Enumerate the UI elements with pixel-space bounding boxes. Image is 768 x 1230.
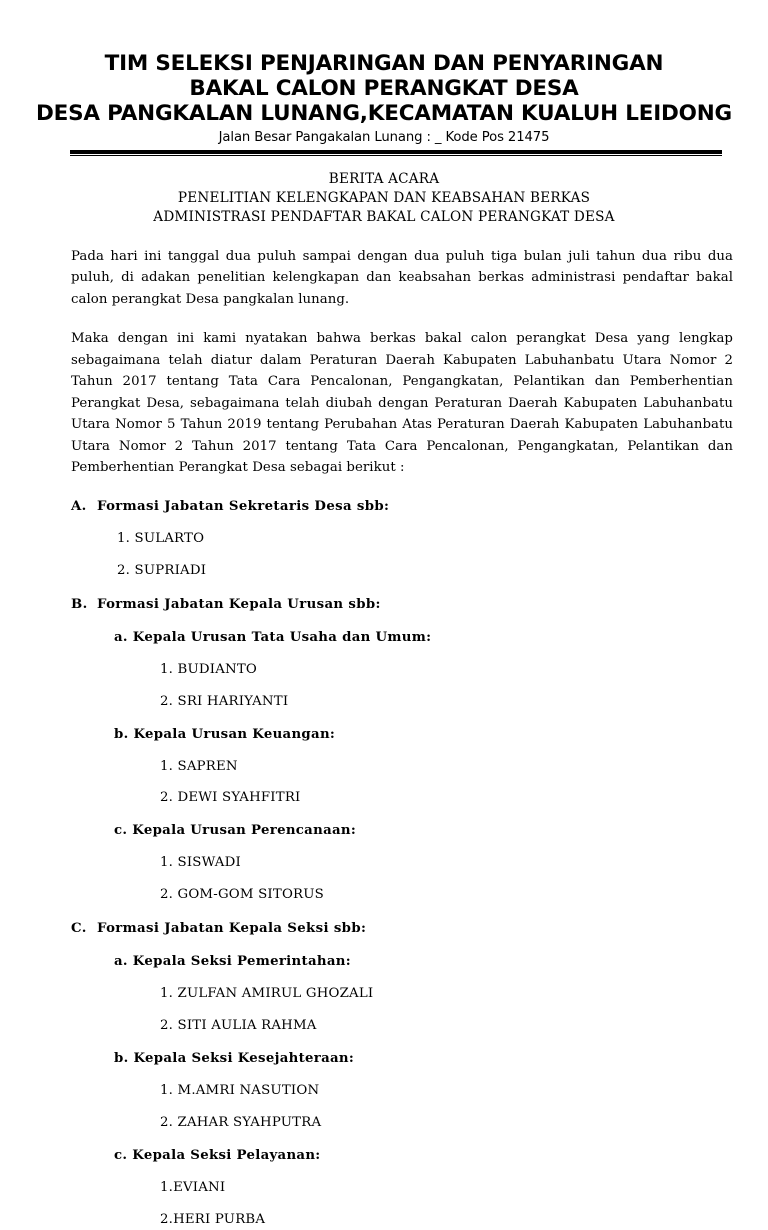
candidate-name: 2. SUPRIADI [117, 562, 207, 578]
subsection-heading: c. Kepala Seksi Pelayanan: [114, 1147, 321, 1163]
org-name-line-3: DESA PANGKALAN LUNANG,KECAMATAN KUALUH LEIDONG [36, 100, 732, 126]
document-title-line-3: ADMINISTRASI PENDAFTAR BAKAL CALON PERANGKAT DESA [153, 209, 615, 226]
candidate-name: 2. SRI HARIYANTI [160, 693, 289, 709]
section-heading [71, 497, 733, 517]
section-title: Formasi Jabatan Kepala Seksi sbb: [97, 921, 367, 937]
formation-sections [71, 497, 733, 1230]
candidate-name: 1. SISWADI [160, 855, 241, 871]
org-address: Jalan Besar Pangakalan Lunang : _ Kode Pos 21475 [218, 129, 550, 145]
subsection-heading: c. Kepala Urusan Perencanaan: [114, 823, 357, 839]
section-heading [71, 919, 733, 939]
candidate-name: 1. ZULFAN AMIRUL GHOZALI [160, 986, 374, 1002]
letterhead-divider [0, 150, 768, 156]
candidate-name: 1.EVIANI [160, 1179, 226, 1195]
document-title [0, 170, 768, 228]
candidate-name: 2. ZAHAR SYAHPUTRA [160, 1114, 322, 1130]
subsection-heading: a. Kepala Urusan Tata Usaha dan Umum: [114, 629, 432, 645]
paragraph-opening: Pada hari ini tanggal dua puluh sampai dengan dua puluh tiga bulan juli tahun dua ribu dua puluh, di adakan penelitian kelengkapan dan keabsahan berkas administrasi pendaftar bakal calon perangkat Desa pangkalan lunang. [71, 248, 733, 307]
section-marker: C. [71, 921, 87, 937]
section-marker: B. [71, 596, 88, 612]
org-name-line-1: TIM SELEKSI PENJARINGAN DAN PENYARINGAN [104, 51, 664, 76]
candidate-name: 2. SITI AULIA RAHMA [160, 1018, 317, 1034]
subsection-heading: a. Kepala Seksi Pemerintahan: [114, 954, 351, 970]
candidate-name: 1. BUDIANTO [160, 661, 258, 677]
candidate-name: 1. M.AMRI NASUTION [160, 1082, 320, 1098]
section-title: Formasi Jabatan Kepala Urusan sbb: [97, 596, 381, 612]
subsection-heading: b. Kepala Urusan Keuangan: [114, 726, 336, 742]
document-title-line-2: PENELITIAN KELENGKAPAN DAN KEABSAHAN BERKAS [177, 190, 591, 207]
divider-rule-thin [70, 155, 722, 156]
candidate-name: 2.HERI PURBA [160, 1211, 266, 1227]
section-heading [71, 595, 733, 615]
document-body [0, 246, 768, 1230]
divider-rule-thick [70, 150, 722, 154]
paragraph-legal-basis: Maka dengan ini kami nyatakan bahwa berkas bakal calon perangkat Desa yang lengkap sebagaimana telah diatur dalam Peraturan Daerah Kabupaten Labuhanbatu Utara Nomor 2 Tahun 2017 tentang Tata Cara Pencalonan, Pengangkatan, Pelantikan dan Pemberhentian Perangkat Desa, sebagaimana telah diubah dengan Peraturan Daerah Kabupaten Labuhanbatu Utara Nomor 5 Tahun 2019 tentang Perubahan Atas Peraturan Daerah Kabupaten Labuhanbatu Utara Nomor 2 Tahun 2017 tentang Tata Cara Pencalonan, Pengangkatan, Pelantikan dan Pemberhentian Perangkat Desa sebagai berikut : [71, 331, 733, 476]
org-name-line-2: BAKAL CALON PERANGKAT DESA [189, 75, 579, 101]
candidate-name: 1. SULARTO [117, 530, 205, 546]
section-title: Formasi Jabatan Sekretaris Desa sbb: [97, 499, 390, 515]
document-title-line-1: BERITA ACARA [328, 170, 440, 187]
letterhead [0, 0, 768, 145]
candidate-name: 2. DEWI SYAHFITRI [160, 790, 301, 806]
candidate-name: 2. GOM-GOM SITORUS [160, 887, 324, 903]
candidate-name: 1. SAPREN [160, 758, 238, 774]
subsection-heading: b. Kepala Seksi Kesejahteraan: [114, 1050, 355, 1066]
section-marker: A. [71, 499, 87, 515]
